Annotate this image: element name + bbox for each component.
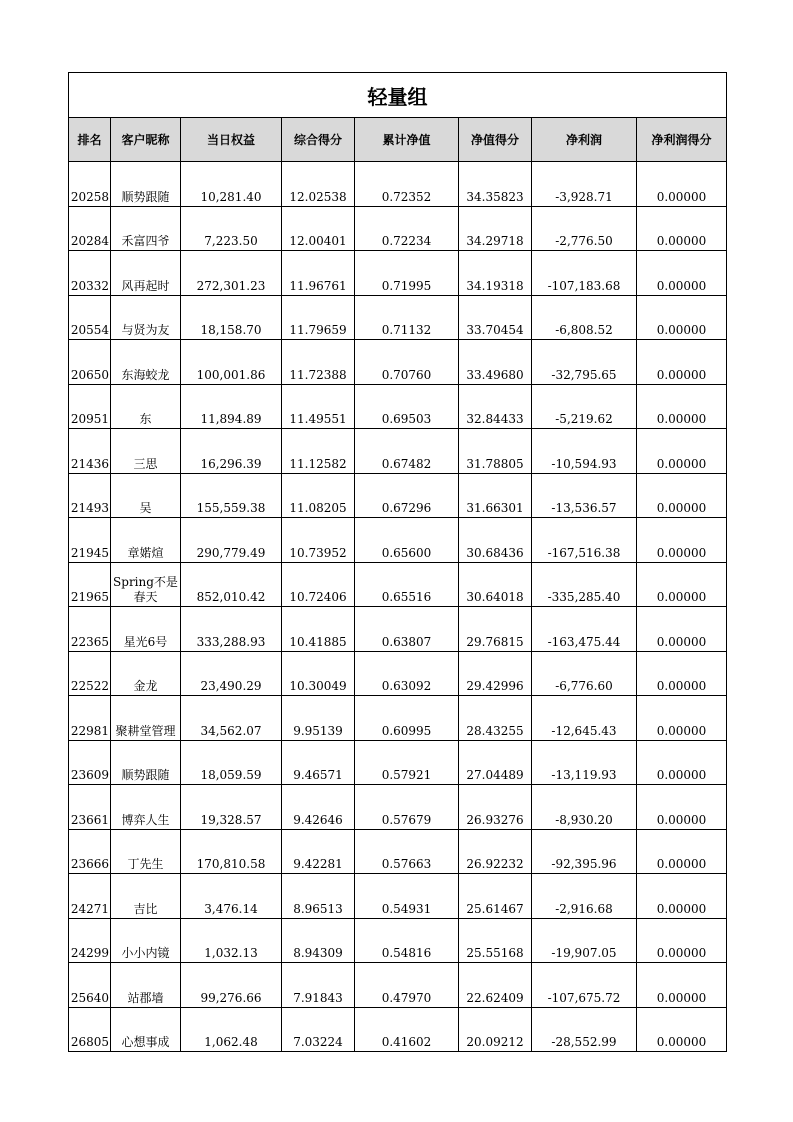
nav-score-cell: 22.62409 [459,963,532,1008]
table-row [69,829,727,874]
total-score-cell: 9.95139 [282,696,355,741]
rank-cell: 21945 [69,518,111,563]
rank-cell: 23609 [69,740,111,785]
nav-score-cell: 29.42996 [459,651,532,696]
net-profit-score-cell: 0.00000 [637,562,727,607]
net-profit-score-cell: 0.00000 [637,206,727,251]
net-profit-cell: -167,516.38 [532,518,637,563]
cumulative-nav-cell: 0.72234 [355,206,459,251]
rank-cell: 20554 [69,295,111,340]
total-score-cell: 11.08205 [282,473,355,518]
nav-score-cell: 31.78805 [459,429,532,474]
equity-cell: 155,559.38 [181,473,282,518]
net-profit-score-cell: 0.00000 [637,874,727,919]
net-profit-cell: -2,916.68 [532,874,637,919]
equity-cell: 170,810.58 [181,829,282,874]
col-header-net-profit-score: 净利润得分 [637,118,727,162]
net-profit-score-cell: 0.00000 [637,340,727,385]
cumulative-nav-cell: 0.71995 [355,251,459,296]
net-profit-cell: -2,776.50 [532,206,637,251]
table-row [69,651,727,696]
equity-cell: 3,476.14 [181,874,282,919]
cumulative-nav-cell: 0.65516 [355,562,459,607]
net-profit-score-cell: 0.00000 [637,1007,727,1052]
total-score-cell: 10.73952 [282,518,355,563]
net-profit-cell: -13,536.57 [532,473,637,518]
cumulative-nav-cell: 0.69503 [355,384,459,429]
cumulative-nav-cell: 0.57921 [355,740,459,785]
nickname-cell: 顺势跟随 [111,740,181,785]
header-row [69,118,727,162]
cumulative-nav-cell: 0.57663 [355,829,459,874]
net-profit-cell: -6,776.60 [532,651,637,696]
net-profit-cell: -19,907.05 [532,918,637,963]
col-header-nav-score: 净值得分 [459,118,532,162]
rank-cell: 23661 [69,785,111,830]
nickname-cell: 禾富四爷 [111,206,181,251]
rank-cell: 20258 [69,162,111,207]
nav-score-cell: 20.09212 [459,1007,532,1052]
nickname-cell: 聚耕堂管理 [111,696,181,741]
total-score-cell: 10.41885 [282,607,355,652]
equity-cell: 7,223.50 [181,206,282,251]
equity-cell: 11,894.89 [181,384,282,429]
net-profit-cell: -5,219.62 [532,384,637,429]
col-header-net-profit: 净利润 [532,118,637,162]
rank-cell: 20284 [69,206,111,251]
nickname-cell: 心想事成 [111,1007,181,1052]
equity-cell: 18,158.70 [181,295,282,340]
total-score-cell: 9.46571 [282,740,355,785]
table-row [69,518,727,563]
net-profit-cell: -3,928.71 [532,162,637,207]
cumulative-nav-cell: 0.70760 [355,340,459,385]
total-score-cell: 7.03224 [282,1007,355,1052]
equity-cell: 1,062.48 [181,1007,282,1052]
table-row [69,206,727,251]
equity-cell: 1,032.13 [181,918,282,963]
equity-cell: 333,288.93 [181,607,282,652]
nickname-cell: 金龙 [111,651,181,696]
cumulative-nav-cell: 0.57679 [355,785,459,830]
nav-score-cell: 30.64018 [459,562,532,607]
equity-cell: 23,490.29 [181,651,282,696]
table-row [69,340,727,385]
net-profit-cell: -6,808.52 [532,295,637,340]
table-row [69,562,727,607]
rank-cell: 21493 [69,473,111,518]
total-score-cell: 8.96513 [282,874,355,919]
rank-cell: 20951 [69,384,111,429]
net-profit-score-cell: 0.00000 [637,607,727,652]
nav-score-cell: 34.29718 [459,206,532,251]
table-row [69,785,727,830]
net-profit-cell: -32,795.65 [532,340,637,385]
equity-cell: 19,328.57 [181,785,282,830]
net-profit-score-cell: 0.00000 [637,162,727,207]
table-row [69,473,727,518]
total-score-cell: 11.79659 [282,295,355,340]
net-profit-score-cell: 0.00000 [637,696,727,741]
nav-score-cell: 31.66301 [459,473,532,518]
net-profit-score-cell: 0.00000 [637,384,727,429]
total-score-cell: 11.72388 [282,340,355,385]
nickname-cell: 东 [111,384,181,429]
total-score-cell: 10.72406 [282,562,355,607]
table-body [69,162,727,1052]
rank-cell: 24299 [69,918,111,963]
nav-score-cell: 27.04489 [459,740,532,785]
net-profit-cell: -10,594.93 [532,429,637,474]
nickname-cell: 星光6号 [111,607,181,652]
net-profit-score-cell: 0.00000 [637,918,727,963]
cumulative-nav-cell: 0.63807 [355,607,459,652]
cumulative-nav-cell: 0.65600 [355,518,459,563]
table-row [69,918,727,963]
nickname-cell: 吴 [111,473,181,518]
cumulative-nav-cell: 0.67482 [355,429,459,474]
net-profit-score-cell: 0.00000 [637,651,727,696]
nav-score-cell: 25.55168 [459,918,532,963]
cumulative-nav-cell: 0.47970 [355,963,459,1008]
net-profit-score-cell: 0.00000 [637,429,727,474]
table-row [69,384,727,429]
equity-cell: 100,001.86 [181,340,282,385]
net-profit-score-cell: 0.00000 [637,785,727,830]
equity-cell: 34,562.07 [181,696,282,741]
nickname-cell: 章婼煊 [111,518,181,563]
nickname-cell: 小小内镜 [111,918,181,963]
nav-score-cell: 30.68436 [459,518,532,563]
rank-cell: 20332 [69,251,111,296]
equity-cell: 16,296.39 [181,429,282,474]
table-row [69,963,727,1008]
equity-cell: 290,779.49 [181,518,282,563]
total-score-cell: 8.94309 [282,918,355,963]
net-profit-cell: -12,645.43 [532,696,637,741]
net-profit-cell: -335,285.40 [532,562,637,607]
total-score-cell: 11.96761 [282,251,355,296]
cumulative-nav-cell: 0.63092 [355,651,459,696]
nickname-cell: Spring不是春天 [111,562,181,607]
rank-cell: 21965 [69,562,111,607]
equity-cell: 18,059.59 [181,740,282,785]
nav-score-cell: 26.93276 [459,785,532,830]
net-profit-score-cell: 0.00000 [637,518,727,563]
rank-cell: 22981 [69,696,111,741]
table-title: 轻量组 [69,73,727,118]
equity-cell: 10,281.40 [181,162,282,207]
rank-cell: 24271 [69,874,111,919]
net-profit-cell: -8,930.20 [532,785,637,830]
total-score-cell: 7.91843 [282,963,355,1008]
cumulative-nav-cell: 0.71132 [355,295,459,340]
table-row [69,429,727,474]
nickname-cell: 顺势跟随 [111,162,181,207]
total-score-cell: 9.42646 [282,785,355,830]
net-profit-score-cell: 0.00000 [637,740,727,785]
net-profit-cell: -13,119.93 [532,740,637,785]
rank-cell: 21436 [69,429,111,474]
nav-score-cell: 26.92232 [459,829,532,874]
table-row [69,162,727,207]
nickname-cell: 与贤为友 [111,295,181,340]
nav-score-cell: 28.43255 [459,696,532,741]
col-header-equity: 当日权益 [181,118,282,162]
net-profit-cell: -163,475.44 [532,607,637,652]
nickname-cell: 风再起时 [111,251,181,296]
table-row [69,874,727,919]
net-profit-cell: -107,183.68 [532,251,637,296]
table-row [69,295,727,340]
net-profit-score-cell: 0.00000 [637,251,727,296]
nav-score-cell: 34.19318 [459,251,532,296]
rank-cell: 23666 [69,829,111,874]
leaderboard-table [68,72,727,1052]
equity-cell: 272,301.23 [181,251,282,296]
col-header-cumulative-nav: 累计净值 [355,118,459,162]
total-score-cell: 11.12582 [282,429,355,474]
rank-cell: 22522 [69,651,111,696]
col-header-total-score: 综合得分 [282,118,355,162]
nickname-cell: 三思 [111,429,181,474]
col-header-nickname: 客户昵称 [111,118,181,162]
nav-score-cell: 33.49680 [459,340,532,385]
equity-cell: 852,010.42 [181,562,282,607]
table-row [69,1007,727,1052]
total-score-cell: 11.49551 [282,384,355,429]
col-header-rank: 排名 [69,118,111,162]
rank-cell: 26805 [69,1007,111,1052]
cumulative-nav-cell: 0.54931 [355,874,459,919]
net-profit-cell: -28,552.99 [532,1007,637,1052]
total-score-cell: 10.30049 [282,651,355,696]
nickname-cell: 丁先生 [111,829,181,874]
leaderboard-sheet [68,72,726,1052]
nickname-cell: 东海蛟龙 [111,340,181,385]
net-profit-score-cell: 0.00000 [637,963,727,1008]
nickname-cell: 站郡墙 [111,963,181,1008]
nav-score-cell: 32.84433 [459,384,532,429]
nav-score-cell: 25.61467 [459,874,532,919]
rank-cell: 22365 [69,607,111,652]
net-profit-score-cell: 0.00000 [637,295,727,340]
equity-cell: 99,276.66 [181,963,282,1008]
table-row [69,251,727,296]
nav-score-cell: 29.76815 [459,607,532,652]
total-score-cell: 12.02538 [282,162,355,207]
net-profit-score-cell: 0.00000 [637,473,727,518]
total-score-cell: 9.42281 [282,829,355,874]
rank-cell: 25640 [69,963,111,1008]
net-profit-cell: -92,395.96 [532,829,637,874]
nickname-cell: 博弈人生 [111,785,181,830]
nav-score-cell: 33.70454 [459,295,532,340]
cumulative-nav-cell: 0.60995 [355,696,459,741]
cumulative-nav-cell: 0.72352 [355,162,459,207]
cumulative-nav-cell: 0.54816 [355,918,459,963]
table-row [69,696,727,741]
cumulative-nav-cell: 0.67296 [355,473,459,518]
table-row [69,607,727,652]
net-profit-cell: -107,675.72 [532,963,637,1008]
total-score-cell: 12.00401 [282,206,355,251]
nav-score-cell: 34.35823 [459,162,532,207]
net-profit-score-cell: 0.00000 [637,829,727,874]
cumulative-nav-cell: 0.41602 [355,1007,459,1052]
table-row [69,740,727,785]
rank-cell: 20650 [69,340,111,385]
nickname-cell: 吉比 [111,874,181,919]
